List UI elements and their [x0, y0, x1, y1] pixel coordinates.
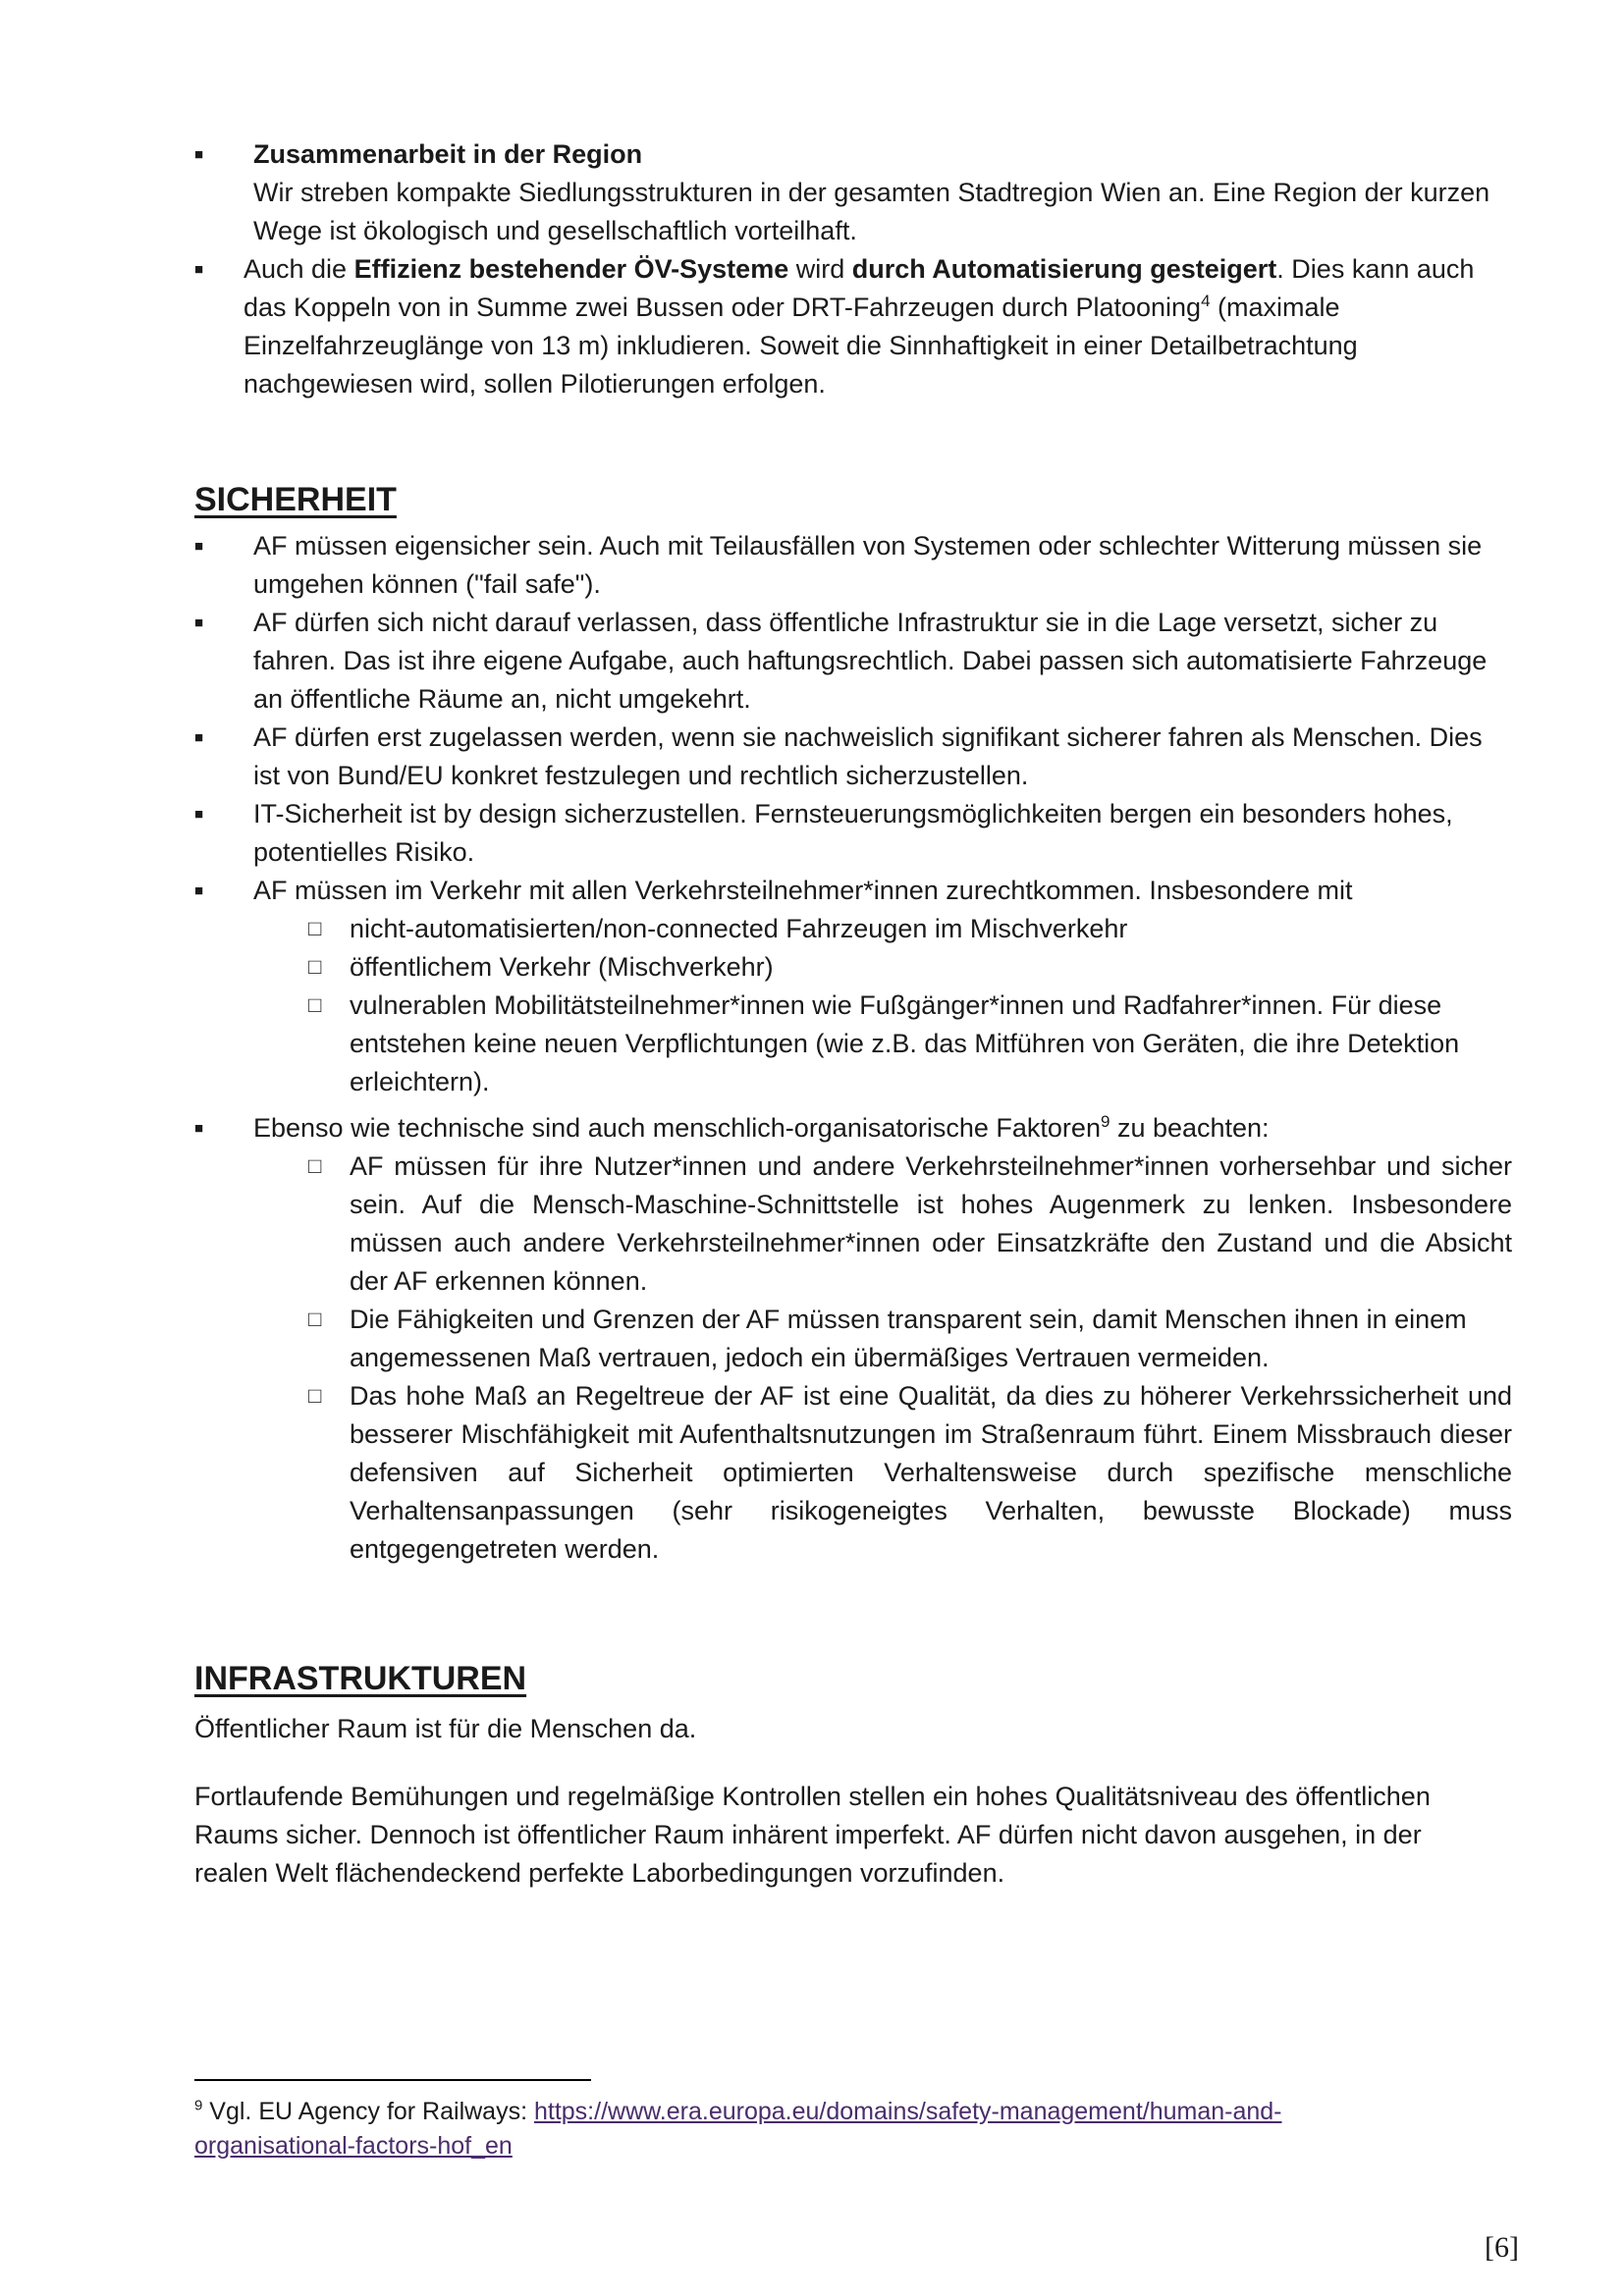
bullet-square-icon: ■ — [194, 538, 204, 555]
sub-item-text: vulnerablen Mobilitätsteilnehmer*innen wie Fußgänger*innen und Radfahrer*innen. Für diese entstehen keine neuen Verpflichtungen (wie z.B. das Mitführen von Geräten, die ihre Detektion erleichtern). — [350, 990, 1460, 1096]
item-text: Ebenso wie technische sind auch menschlich-organisatorische Faktoren$^9$ zu beachten: — [253, 1112, 1270, 1143]
bullet-square-icon: ■ — [194, 882, 204, 899]
bullet-square-icon: ■ — [194, 1120, 204, 1137]
bullet-square-icon: ■ — [194, 614, 204, 631]
page-number: [6] — [1485, 2231, 1519, 2264]
list-item — [194, 604, 1530, 719]
sub-bullet-square-icon: □ — [308, 916, 322, 940]
list-item — [194, 135, 1530, 250]
item-text: AF dürfen erst zugelassen werden, wenn sie nachweislich signifikant sicherer fahren als Menschen. Dies ist von Bund/EU konkret festzulegen und rechtlich sicherzustellen. — [253, 722, 1483, 790]
list-item — [194, 872, 1530, 910]
list-item — [194, 1109, 1530, 1148]
footnote-ref: 9 — [1100, 1112, 1110, 1131]
sub-bullet-square-icon: □ — [308, 1383, 322, 1408]
sub-bullet-square-icon: □ — [308, 1153, 322, 1178]
list-item — [194, 250, 1530, 403]
item-text: AF müssen im Verkehr mit allen Verkehrsteilnehmer*innen zurechtkommen. Insbesondere mit — [253, 876, 1353, 905]
list-item — [194, 719, 1530, 795]
bullet-square-icon: ■ — [194, 146, 204, 163]
list-item — [194, 527, 1530, 604]
footnote-link[interactable]: https://www.era.europa.eu/domains/safety-management/human-and-organisational-factors-hof_en — [194, 2098, 1282, 2160]
item-text: Auch die Effizienz bestehender ÖV-Systeme wird durch Automatisierung gesteigert. Dies kann auch das Koppeln von in Summe zwei Bussen oder DRT-Fahrzeugen durch Platooning$^4$ (maximale Einzelfahrzeuglänge von 13 m) inkludieren. Soweit die Sinnhaftigkeit in einer Detailbetrachtung nachgewiesen wird, sollen Pilotierungen erfolgen. — [244, 254, 1475, 399]
footnote-ref: 4 — [1201, 292, 1211, 310]
paragraph: Öffentlicher Raum ist für die Menschen da. — [194, 1714, 697, 1743]
item-heading: Zusammenarbeit in der Region — [253, 139, 643, 169]
sub-bullet-square-icon: □ — [308, 954, 322, 979]
sub-item-text: Die Fähigkeiten und Grenzen der AF müssen transparent sein, damit Menschen ihnen in einem angemessenen Maß vertrauen, jedoch ein übermäßiges Vertrauen vermeiden. — [350, 1305, 1467, 1372]
bullet-square-icon: ■ — [194, 806, 204, 823]
footnote-mark: 9 — [194, 2097, 203, 2114]
sub-bullet-square-icon: □ — [308, 992, 322, 1017]
sub-item-text: Das hohe Maß an Regeltreue der AF ist eine Qualität, da dies zu höherer Verkehrssicherheit und besserer Mischfähigkeit mit Aufenthaltsnutzungen im Straßenraum führt. Einem Missbrauch dieser defensiven auf Sicherheit optimierten Verhaltensweise durch spezifische menschliche Verhaltensanpassungen (sehr risikogeneigtes Verhalten, bewusste Blockade) muss entgegengetreten werden. — [350, 1381, 1512, 1564]
sub-list-item — [308, 910, 1530, 948]
section-heading-infrastrukturen: INFRASTRUKTUREN — [194, 1660, 527, 1697]
sub-item-text: nicht-automatisierten/non-connected Fahrzeugen im Mischverkehr — [350, 914, 1128, 943]
main-content — [194, 135, 1530, 1893]
sub-item-text: AF müssen für ihre Nutzer*innen und andere Verkehrsteilnehmer*innen vorhersehbar und sicher sein. Auf die Mensch-Maschine-Schnittstelle ist hohes Augenmerk zu lenken. Insbesondere müssen auch andere Verkehrsteilnehmer*innen oder Einsatzkräfte den Zustand und die Absicht der AF erkennen können. — [350, 1151, 1512, 1296]
footnote-divider — [194, 2079, 591, 2081]
paragraph: Fortlaufende Bemühungen und regelmäßige Kontrollen stellen ein hohes Qualitätsniveau des öffentlichen Raums sicher. Dennoch ist öffentlicher Raum inhärent imperfekt. AF dürfen nicht davon ausgehen, in der realen Welt flächendeckend perfekte Laborbedingungen vorzufinden. — [194, 1782, 1431, 1888]
sub-list-item — [308, 1301, 1530, 1377]
item-text: Wir streben kompakte Siedlungsstrukturen in der gesamten Stadtregion Wien an. Eine Region der kurzen Wege ist ökologisch und gesellschaftlich vorteilhaft. — [253, 178, 1490, 245]
item-text: AF dürfen sich nicht darauf verlassen, dass öffentliche Infrastruktur sie in die Lage versetzt, sicher zu fahren. Das ist ihre eigene Aufgabe, auch haftungsrechtlich. Dabei passen sich automatisierte Fahrzeuge an öffentliche Räume an, nicht umgekehrt. — [253, 608, 1488, 714]
footnote: $^9$ Vgl. EU Agency for Railways: https://www.era.europa.eu/domains/safety-management/human-and-organisational-factors-hof_en — [194, 2097, 1282, 2160]
list-item — [194, 795, 1530, 872]
sub-list-item — [308, 987, 1530, 1101]
sub-list-item — [308, 1148, 1530, 1301]
item-text: AF müssen eigensicher sein. Auch mit Teilausfällen von Systemen oder schlechter Witterung müssen sie umgehen können ("fail safe"). — [253, 531, 1483, 599]
bullet-square-icon: ■ — [194, 261, 204, 278]
bullet-square-icon: ■ — [194, 729, 204, 746]
sub-list-item — [308, 1377, 1530, 1569]
section-heading-sicherheit: SICHERHEIT — [194, 481, 397, 518]
item-text: IT-Sicherheit ist by design sicherzustellen. Fernsteuerungsmöglichkeiten bergen ein besonders hohes, potentielles Risiko. — [253, 799, 1453, 867]
sub-bullet-square-icon: □ — [308, 1307, 322, 1331]
sub-item-text: öffentlichem Verkehr (Mischverkehr) — [350, 952, 774, 982]
sub-list-item — [308, 948, 1530, 987]
